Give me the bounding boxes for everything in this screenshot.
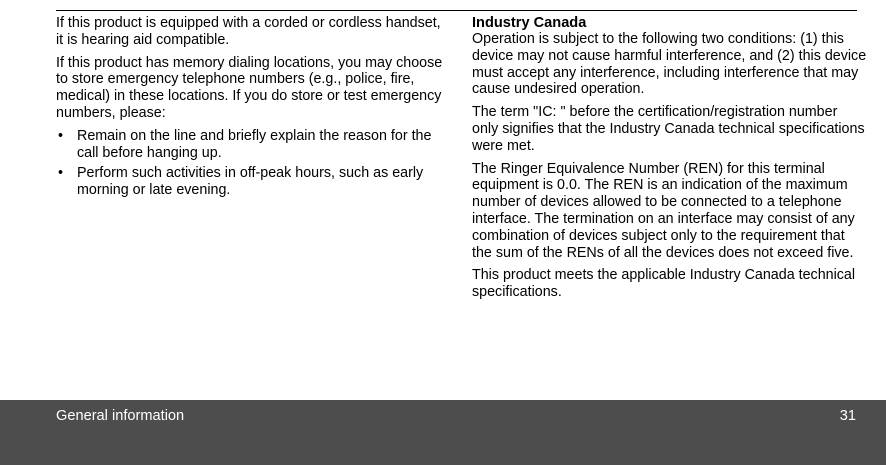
top-divider bbox=[56, 10, 857, 11]
list-item bbox=[56, 128, 446, 162]
operation-conditions-paragraph: Operation is subject to the following two conditions: (1) this device may not cause harmful interference, and (2) this device must accept any interference, including interference that may cause undesired operation. bbox=[472, 31, 867, 98]
list-item-text: Perform such activities in off-peak hours, such as early morning or late evening. bbox=[77, 165, 424, 199]
emergency-guidelines-list bbox=[56, 128, 446, 199]
page-number: 31 bbox=[839, 408, 856, 424]
industry-canada-heading: Industry Canada bbox=[472, 15, 587, 31]
left-column bbox=[56, 15, 446, 203]
emergency-numbers-paragraph: If this product has memory dialing locations, you may choose to store emergency telephone numbers (e.g., police, fire, medical) in these locations. If you do store or test emergency numbers, please: bbox=[56, 54, 443, 121]
right-column bbox=[472, 15, 867, 307]
page-footer bbox=[0, 400, 886, 465]
list-item bbox=[56, 165, 446, 199]
ic-term-paragraph: The term "IC: " before the certification/registration number only signifies that the Industry Canada technical specifications were met. bbox=[472, 104, 865, 154]
footer-section-title: General information bbox=[56, 408, 185, 424]
ren-paragraph: The Ringer Equivalence Number (REN) for this terminal equipment is 0.0. The REN is an indication of the maximum number of devices allowed to be connected to a telephone interface. The termination on an interface may consist of any combination of devices subject only to the requirement that the sum of the RENs of all the devices does not exceed five. bbox=[472, 160, 855, 261]
list-item-text: Remain on the line and briefly explain the reason for the call before hanging up. bbox=[77, 127, 432, 161]
hearing-aid-paragraph: If this product is equipped with a corded or cordless handset, it is hearing aid compatible. bbox=[56, 15, 441, 48]
bullet-icon: • bbox=[58, 127, 64, 144]
bullet-icon: • bbox=[58, 165, 64, 182]
compliance-paragraph: This product meets the applicable Industry Canada technical specifications. bbox=[472, 267, 856, 301]
